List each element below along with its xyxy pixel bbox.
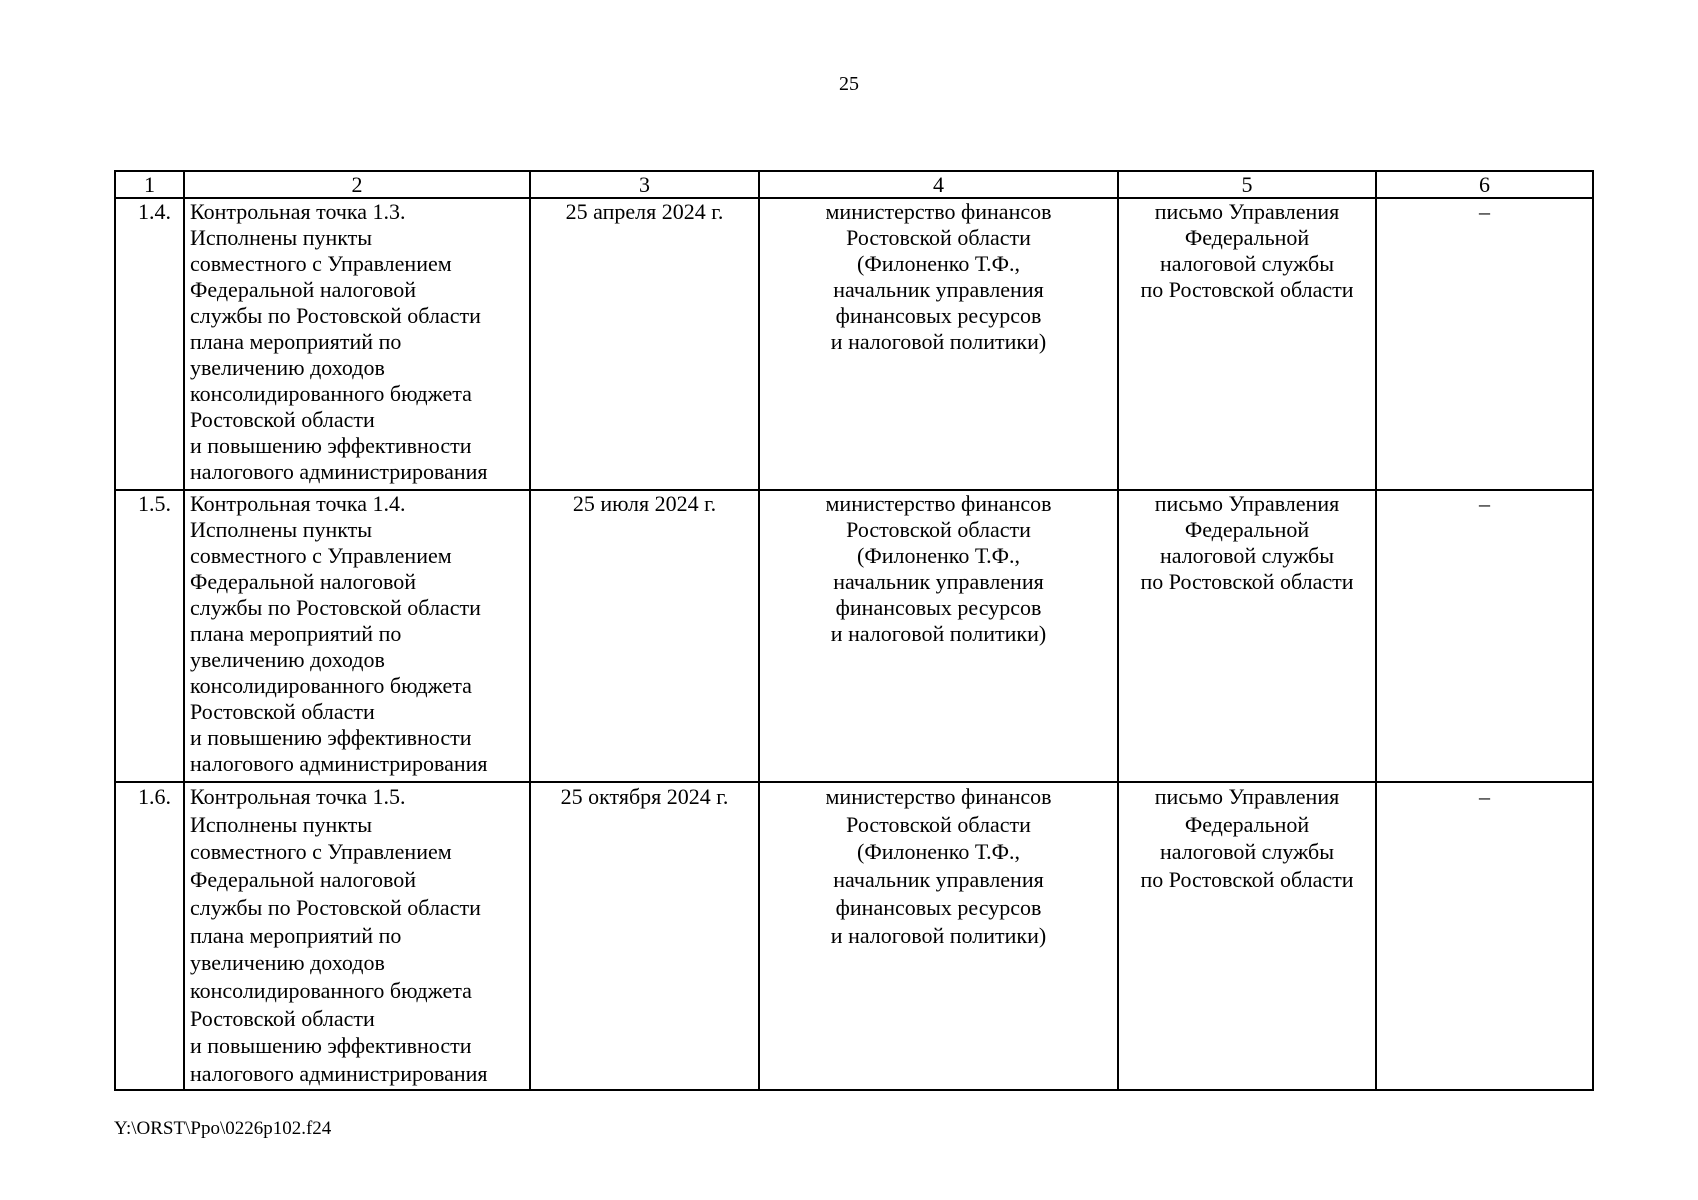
document-cell (1118, 490, 1376, 782)
column-6-value: – (1479, 491, 1490, 516)
row-number-cell (115, 198, 184, 490)
page-number: 25 (839, 73, 859, 95)
date-cell (530, 490, 759, 782)
responsible-line: (Филоненко Т.Ф., (857, 543, 1020, 568)
responsible-line: министерство финансов (825, 491, 1052, 516)
description-line: и повышению эффективности (190, 1033, 472, 1059)
description-line: Исполнены пункты (190, 811, 373, 837)
column-6-cell (1376, 782, 1593, 1090)
description-line: консолидированного бюджета (190, 977, 472, 1003)
responsible-line: финансовых ресурсов (835, 595, 1042, 620)
description-line: и повышению эффективности (190, 433, 472, 458)
table-row (115, 198, 1593, 490)
document-line: налоговой службы (1159, 251, 1335, 276)
description-line: совместного с Управлением (190, 839, 452, 865)
description-line: Ростовской области (190, 1005, 375, 1031)
description-line: налогового администрирования (190, 459, 488, 484)
description-line: увеличению доходов (190, 355, 385, 380)
column-number-4: 4 (759, 171, 1118, 198)
document-cell (1118, 782, 1376, 1090)
document-line: Федеральной (1184, 517, 1310, 542)
description-line: увеличению доходов (190, 950, 385, 976)
document-line: письмо Управления (1154, 199, 1340, 224)
document-line: Федеральной (1184, 225, 1310, 250)
description-line: Контрольная точка 1.4. (190, 491, 406, 516)
responsible-line: Ростовской области (846, 225, 1031, 250)
column-6-value: – (1479, 199, 1490, 224)
document-line: налоговой службы (1159, 543, 1335, 568)
description-line: Федеральной налоговой (190, 569, 417, 594)
description-line: Контрольная точка 1.3. (190, 199, 406, 224)
description-line: плана мероприятий по (190, 922, 402, 948)
document-line: Федеральной (1184, 811, 1310, 837)
column-6-cell (1376, 198, 1593, 490)
responsible-cell (759, 198, 1118, 490)
table-row (115, 782, 1593, 1090)
document-line: по Ростовской области (1140, 277, 1354, 302)
description-line: службы по Ростовской области (190, 894, 481, 920)
description-line: совместного с Управлением (190, 251, 452, 276)
deadline-date: 25 октября 2024 г. (560, 784, 729, 809)
description-line: налогового администрирования (190, 1061, 488, 1087)
responsible-line: Ростовской области (846, 811, 1031, 837)
date-cell (530, 198, 759, 490)
responsible-line: начальник управления (833, 277, 1044, 302)
document-cell (1118, 198, 1376, 490)
date-cell (530, 782, 759, 1090)
deadline-date: 25 июля 2024 г. (572, 491, 717, 516)
description-line: и повышению эффективности (190, 725, 472, 750)
description-cell (184, 490, 530, 782)
responsible-line: и налоговой политики) (830, 922, 1047, 948)
responsible-cell (759, 782, 1118, 1090)
description-line: Федеральной налоговой (190, 277, 417, 302)
description-line: Исполнены пункты (190, 225, 373, 250)
responsible-line: (Филоненко Т.Ф., (857, 251, 1020, 276)
description-line: службы по Ростовской области (190, 303, 481, 328)
description-line: службы по Ростовской области (190, 595, 481, 620)
description-cell (184, 198, 530, 490)
responsible-line: финансовых ресурсов (835, 894, 1042, 920)
responsible-line: начальник управления (833, 569, 1044, 594)
responsible-line: и налоговой политики) (830, 329, 1047, 354)
responsible-line: Ростовской области (846, 517, 1031, 542)
deadline-date: 25 апреля 2024 г. (565, 199, 724, 224)
row-number: 1.4. (138, 199, 171, 224)
control-points-table (114, 170, 1594, 1091)
document-line: письмо Управления (1154, 784, 1340, 809)
responsible-line: начальник управления (833, 867, 1044, 893)
description-line: Контрольная точка 1.5. (190, 784, 406, 809)
column-6-cell (1376, 490, 1593, 782)
row-number-cell (115, 782, 184, 1090)
column-number-1: 1 (115, 171, 184, 198)
file-path-footer: Y:\ORST\Ppo\0226p102.f24 (114, 1118, 332, 1139)
description-line: консолидированного бюджета (190, 381, 472, 406)
document-line: по Ростовской области (1140, 867, 1354, 893)
description-line: Федеральной налоговой (190, 867, 417, 893)
row-number: 1.6. (138, 784, 171, 809)
description-line: Ростовской области (190, 407, 375, 432)
row-number-cell (115, 490, 184, 782)
responsible-line: и налоговой политики) (830, 621, 1047, 646)
table-row (115, 490, 1593, 782)
responsible-line: министерство финансов (825, 199, 1052, 224)
column-number-2: 2 (184, 171, 530, 198)
responsible-cell (759, 490, 1118, 782)
description-line: увеличению доходов (190, 647, 385, 672)
description-line: налогового администрирования (190, 751, 488, 776)
responsible-line: финансовых ресурсов (835, 303, 1042, 328)
responsible-line: (Филоненко Т.Ф., (857, 839, 1020, 865)
document-line: налоговой службы (1159, 839, 1335, 865)
column-number-6: 6 (1376, 171, 1593, 198)
responsible-line: министерство финансов (825, 784, 1052, 809)
column-number-5: 5 (1118, 171, 1376, 198)
description-line: совместного с Управлением (190, 543, 452, 568)
document-line: по Ростовской области (1140, 569, 1354, 594)
description-line: консолидированного бюджета (190, 673, 472, 698)
description-line: Исполнены пункты (190, 517, 373, 542)
description-line: плана мероприятий по (190, 621, 402, 646)
description-cell (184, 782, 530, 1090)
column-6-value: – (1479, 784, 1490, 809)
description-line: плана мероприятий по (190, 329, 402, 354)
row-number: 1.5. (138, 491, 171, 516)
document-line: письмо Управления (1154, 491, 1340, 516)
column-number-3: 3 (530, 171, 759, 198)
description-line: Ростовской области (190, 699, 375, 724)
column-number-row (115, 171, 1593, 198)
